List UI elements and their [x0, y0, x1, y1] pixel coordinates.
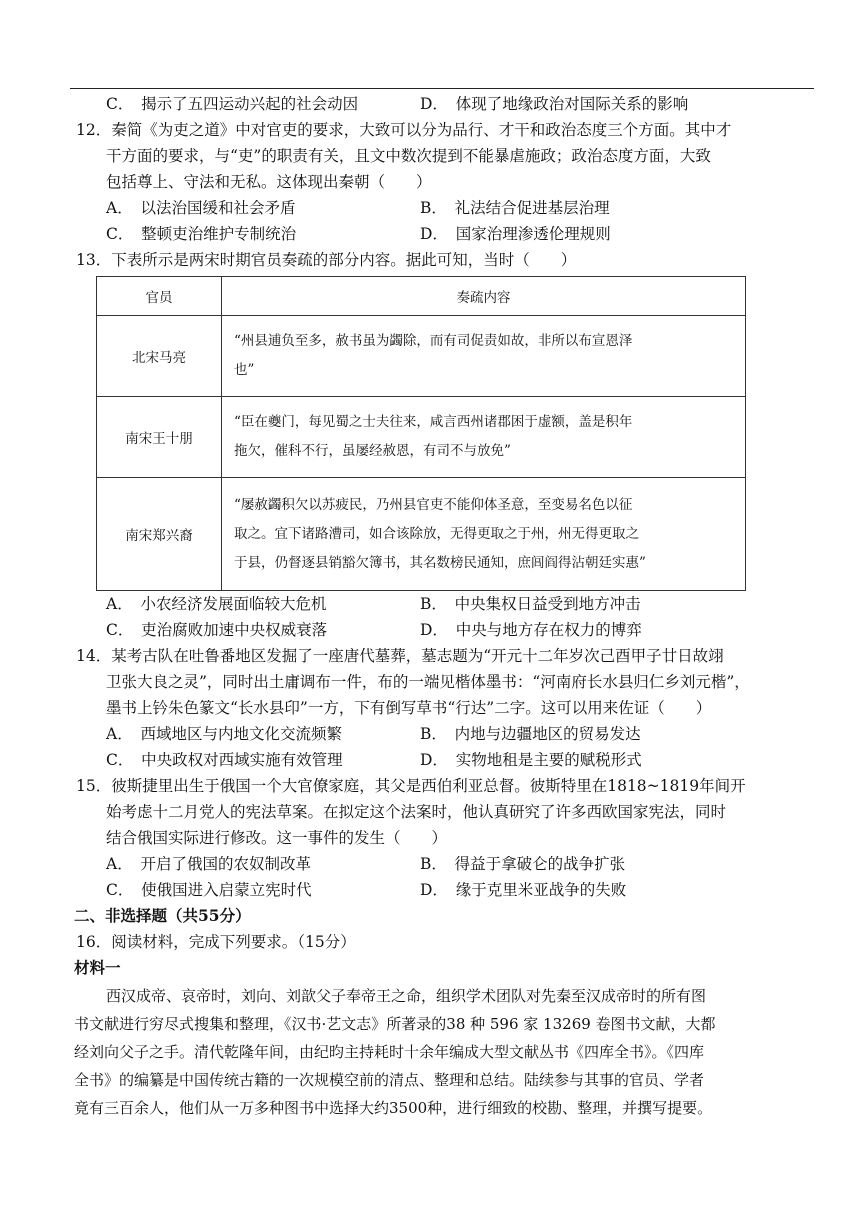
q13-option-c: C． 吏治腐败加速中央权威衰落 [106, 621, 328, 639]
q12-stem-line-3: 包括尊上、守法和无私。这体现出秦朝（ ） [106, 173, 432, 191]
q15-option-d: D． 缘于克里米亚战争的失败 [420, 881, 627, 899]
q12-option-c: C． 整顿吏治维护专制统治 [106, 225, 297, 243]
q15-option-b: B． 得益于拿破仑的战争扩张 [420, 855, 626, 873]
content-line: “屡赦蠲积欠以苏疲民，乃州县官吏不能仰体圣意，至变易名色以征 [234, 496, 633, 513]
q14-stem-line-3: 墨书上钤朱色篆文“长水县印”一方，下有倒写草书“行达”二字。这可以用来佐证（ ） [106, 699, 712, 717]
q15-stem-line-2: 始考虑十二月党人的宪法草案。在拟定这个法案时，他认真研究了许多西欧国家宪法，同时 [106, 803, 727, 821]
q14-option-c: C． 中央政权对西域实施有效管理 [106, 751, 343, 769]
q11-option-d: D． 体现了地缘政治对国际关系的影响 [420, 95, 689, 113]
material-line-1: 西汉成帝、哀帝时，刘向、刘歆父子奉帝王之命，组织学术团队对先秦至汉成帝时的所有图 [106, 987, 707, 1005]
q12-stem-line-1: 12．秦简《为吏之道》中对官吏的要求，大致可以分为品行、才干和政治态度三个方面。其中才 [76, 121, 732, 139]
material-line-5: 竟有三百余人，他们从一万多种图书中选择大约3500种，进行细致的校勘、整理，并撰写提要。 [74, 1099, 713, 1117]
q13-stem: 13．下表所示是两宋时期官员奏疏的部分内容。据此可知，当时（ ） [76, 251, 577, 269]
content-line: 也” [234, 362, 255, 378]
q12-option-b: B． 礼法结合促进基层治理 [420, 199, 610, 217]
table-row [97, 316, 746, 397]
table-cell-content [222, 316, 746, 397]
q14-stem-line-1: 14．某考古队在吐鲁番地区发掘了一座唐代墓葬，墓志题为“开元十二年岁次己酉甲子廿日故翊 [76, 647, 724, 665]
table-row [97, 478, 746, 591]
table-header-content: 奏疏内容 [222, 277, 746, 316]
q15-option-a: A． 开启了俄国的农奴制改革 [106, 855, 311, 873]
table-cell-content [222, 478, 746, 591]
content-line: 取之。宜下诸路漕司，如合该除放，无得更取之于州，州无得更取之 [234, 525, 639, 542]
q15-stem-line-1: 15．彼斯捷里出生于俄国一个大官僚家庭，其父是西伯利亚总督。彼斯特里在1818~1819年间开 [76, 777, 746, 795]
q12-option-a: A． 以法治国缓和社会矛盾 [106, 199, 296, 217]
material-line-3: 经刘向父子之手。清代乾隆年间，由纪昀主持耗时十余年编成大型文献丛书《四库全书》。《四库 [74, 1043, 705, 1061]
content-line: 于县，仍督逐县销豁欠簿书，其名数榜民通知，庶闾阎得沾朝廷实惠” [234, 554, 646, 571]
q12-option-d: D． 国家治理渗透伦理规则 [420, 225, 611, 243]
q14-option-d: D． 实物地租是主要的赋税形式 [420, 751, 642, 769]
content-line: “臣在夔门，每见蜀之士夫往来，咸言西州诸郡困于虚额，盖是积年 [234, 414, 633, 430]
material-label: 材料一 [74, 958, 121, 977]
q14-option-a: A． 西域地区与内地文化交流频繁 [106, 725, 342, 743]
content-line: “州县逋负至多，赦书虽为蠲除，而有司促责如故，非所以布宣恩泽 [234, 333, 633, 349]
q15-option-c: C． 使俄国进入启蒙立宪时代 [106, 881, 312, 899]
q14-stem-line-2: 卫张大良之灵”，同时出土庸调布一件，布的一端见楷体墨书：“河南府长水县归仁乡刘元楷”， [106, 673, 750, 691]
table-cell-official: 南宋王十朋 [97, 397, 222, 478]
q16-stem: 16．阅读材料，完成下列要求。（15分） [76, 933, 356, 951]
table-cell-content [222, 397, 746, 478]
q11-option-c: C． 揭示了五四运动兴起的社会动因 [106, 95, 359, 113]
material-line-2: 书文献进行穷尽式搜集和整理，《汉书·艺文志》所著录的38 种 596 家 13269 卷图书文献，大都 [74, 1015, 716, 1033]
q13-option-b: B． 中央集权日益受到地方冲击 [420, 595, 641, 613]
table-row [97, 397, 746, 478]
q14-option-b: B． 内地与边疆地区的贸易发达 [420, 725, 641, 743]
q12-stem-line-2: 干方面的要求，与“吏”的职责有关，且文中数次提到不能暴虐施政；政治态度方面，大致 [106, 147, 711, 165]
q13-table [96, 276, 746, 591]
header-rule [70, 88, 814, 89]
q13-option-a: A． 小农经济发展面临较大危机 [106, 595, 327, 613]
table-header-official: 官员 [97, 277, 222, 316]
table-header-row [97, 277, 746, 316]
content-line: 拖欠，催科不行，虽屡经赦恩，有司不与放免” [234, 443, 511, 459]
section-heading: 二、非选择题（共55分） [74, 906, 251, 925]
q13-option-d: D． 中央与地方存在权力的博弈 [420, 621, 642, 639]
table-cell-official: 北宋马亮 [97, 316, 222, 397]
material-line-4: 全书》的编纂是中国传统古籍的一次规模空前的清点、整理和总结。陆续参与其事的官员、学者 [74, 1071, 705, 1089]
table-cell-official: 南宋郑兴裔 [97, 478, 222, 591]
q15-stem-line-3: 结合俄国实际进行修改。这一事件的发生（ ） [106, 829, 448, 847]
